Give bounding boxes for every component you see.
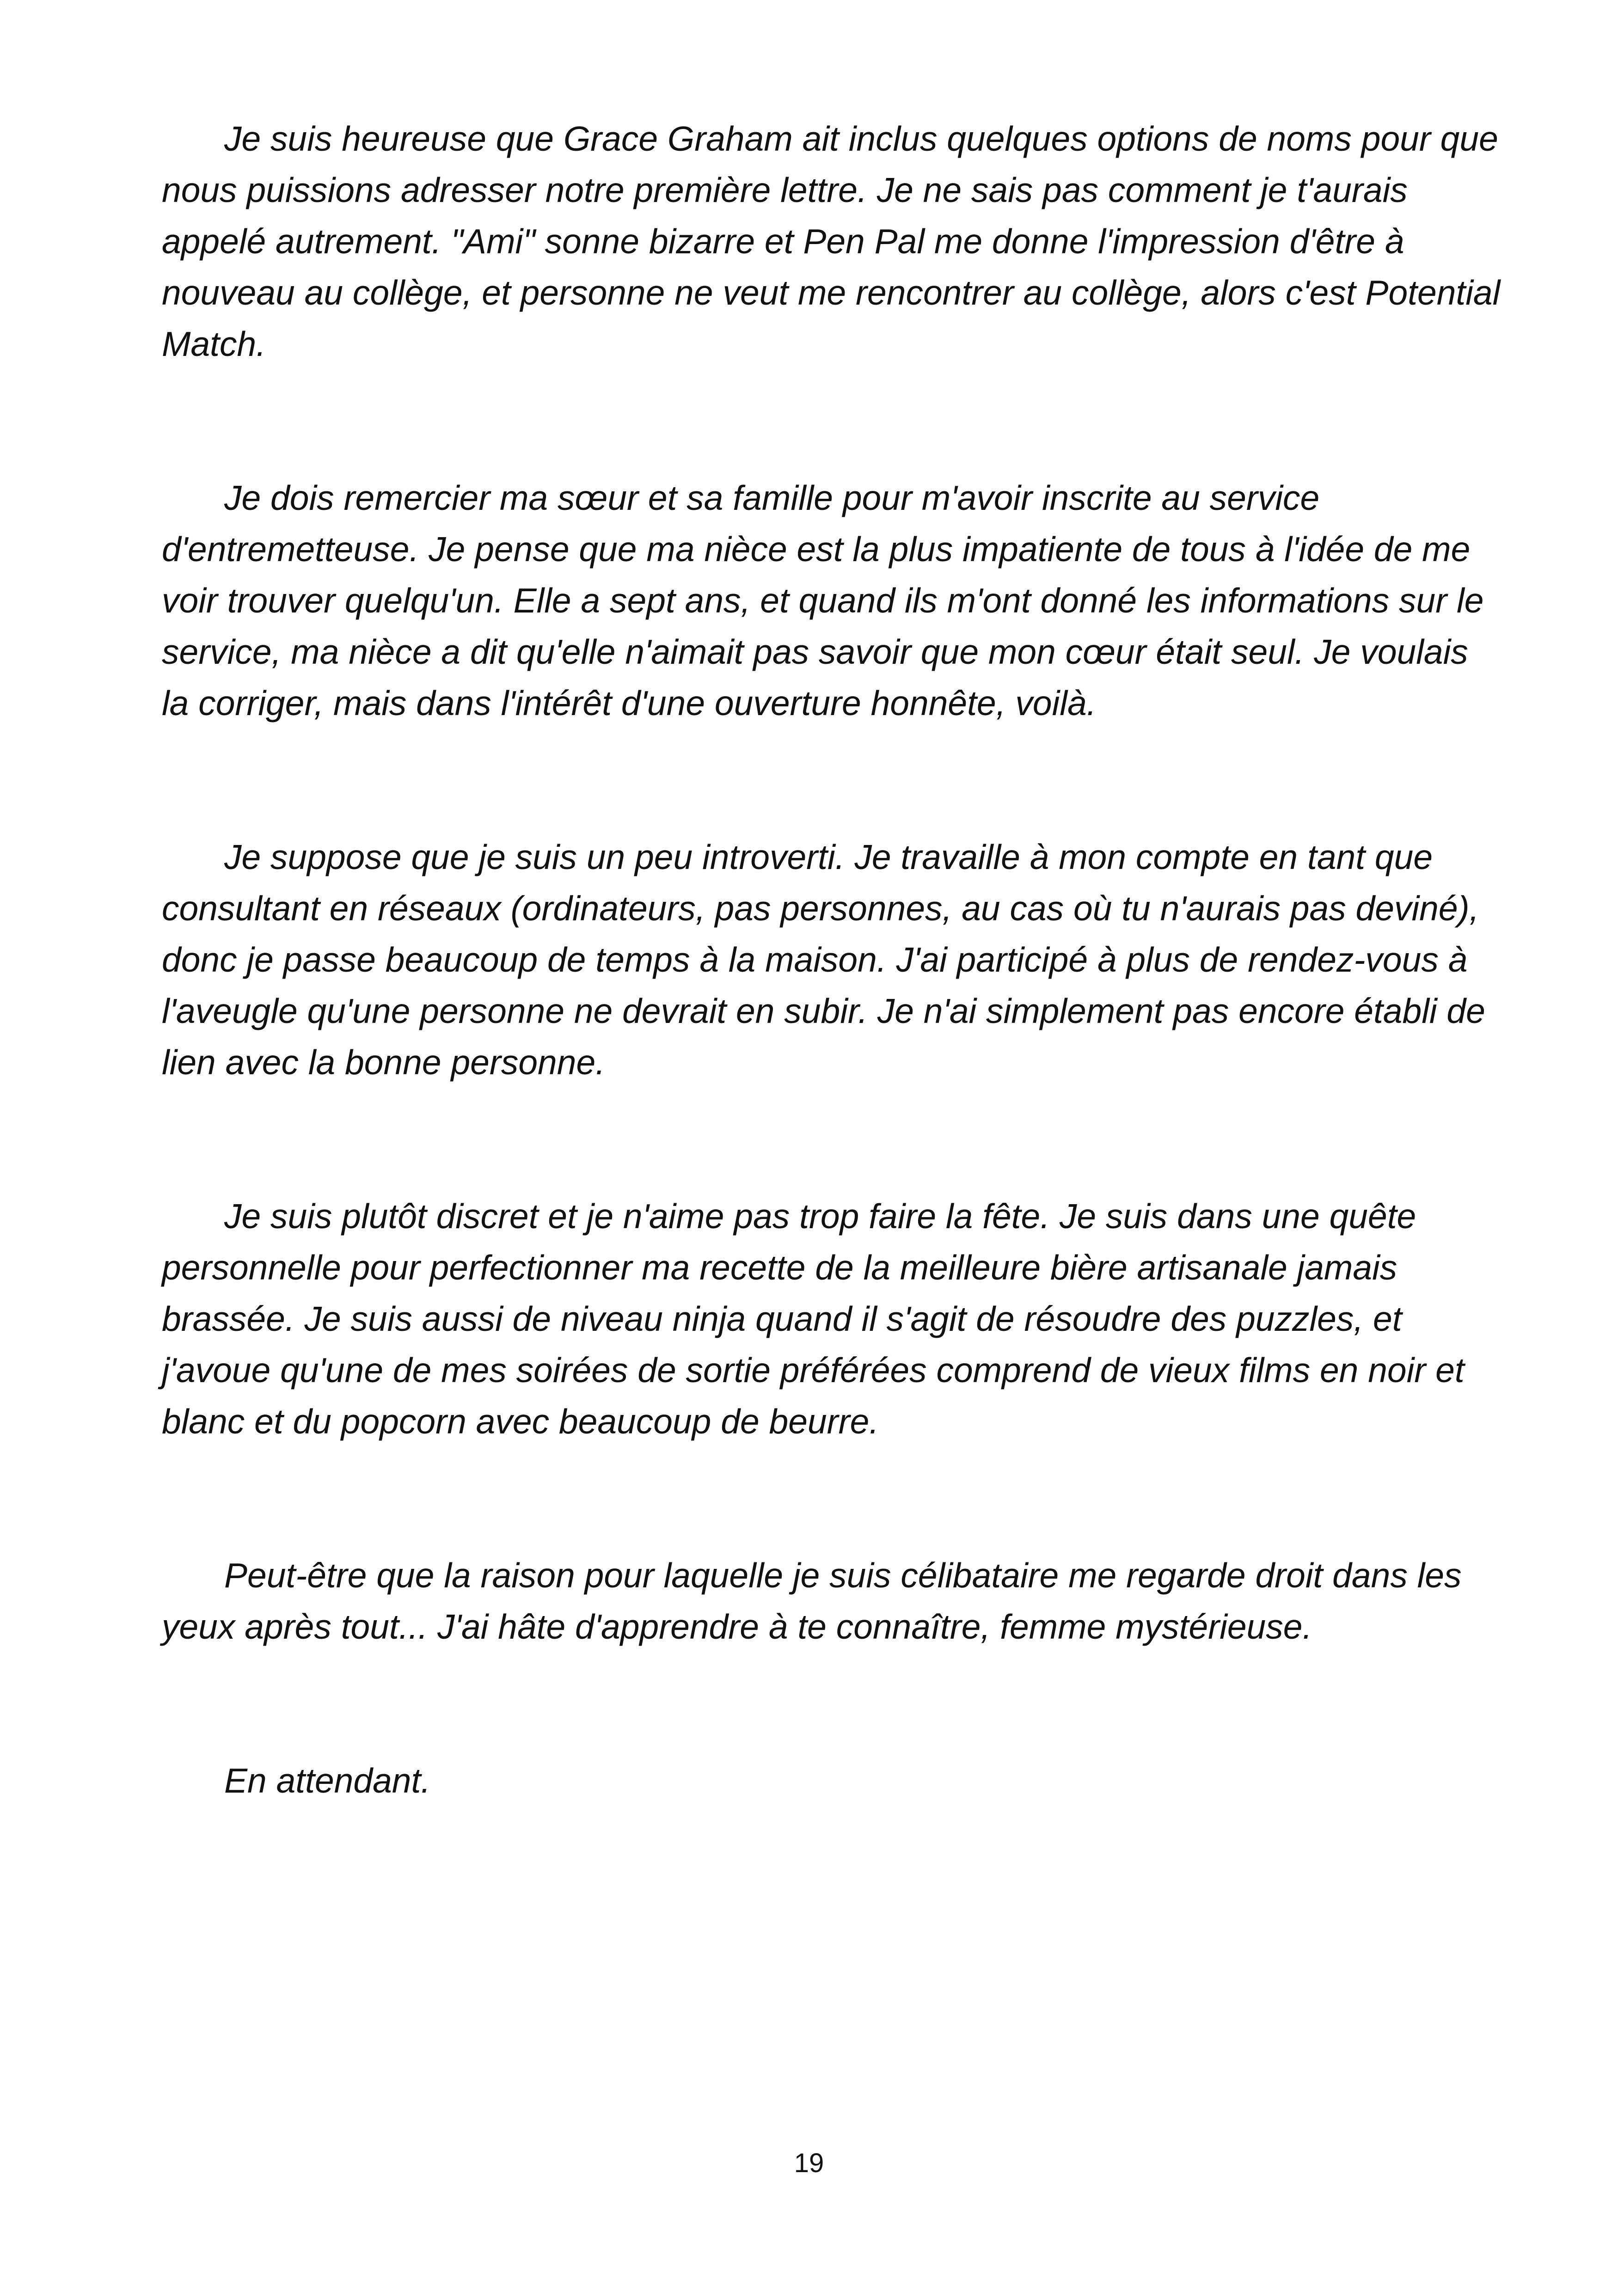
paragraph-2: Je dois remercier ma sœur et sa famille pour m'avoir inscrite au service d'entremetteuse. Je pense que ma nièce est la plus impatiente de tous à l'idée de me voir trouver quelqu'un. Elle a sept ans, et quand ils m'ont donné les informations sur le service, ma nièce a dit qu'elle n'aimait pas savoir que mon cœur était seul. Je voulais la corriger, mais dans l'intérêt d'une ouverture honnête, voilà. [162,478,1484,722]
letter-body [162,113,1502,1909]
paragraph-4: Je suis plutôt discret et je n'aime pas trop faire la fête. Je suis dans une quête personnelle pour perfectionner ma recette de la meilleure bière artisanale jamais brassée. Je suis aussi de niveau ninja quand il s'agit de résoudre des puzzles, et j'avoue qu'une de mes soirées de sortie préférées comprend de vieux films en noir et blanc et du popcorn avec beaucoup de beurre. [162,1197,1465,1441]
paragraph-3: Je suppose que je suis un peu introverti. Je travaille à mon compte en tant que consultant en réseaux (ordinateurs, pas personnes, au cas où tu n'aurais pas deviné), donc je passe beaucoup de temps à la maison. J'ai participé à plus de rendez-vous à l'aveugle qu'une personne ne devrait en subir. Je n'ai simplement pas encore établi de lien avec la bonne personne. [162,838,1485,1082]
paragraph-1: Je suis heureuse que Grace Graham ait inclus quelques options de noms pour que nous puissions adresser notre première lettre. Je ne sais pas comment je t'aurais appelé autrement. "Ami" sonne bizarre et Pen Pal me donne l'impression d'être à nouveau au collège, et personne ne veut me rencontrer au collège, alors c'est Potential Match. [162,119,1501,363]
paragraph-5: Peut-être que la raison pour laquelle je suis célibataire me regarde droit dans les yeux après tout... J'ai hâte d'apprendre à te connaître, femme mystérieuse. [162,1556,1462,1646]
closing-line: En attendant. [224,1761,431,1800]
page-number: 19 [794,2148,824,2178]
